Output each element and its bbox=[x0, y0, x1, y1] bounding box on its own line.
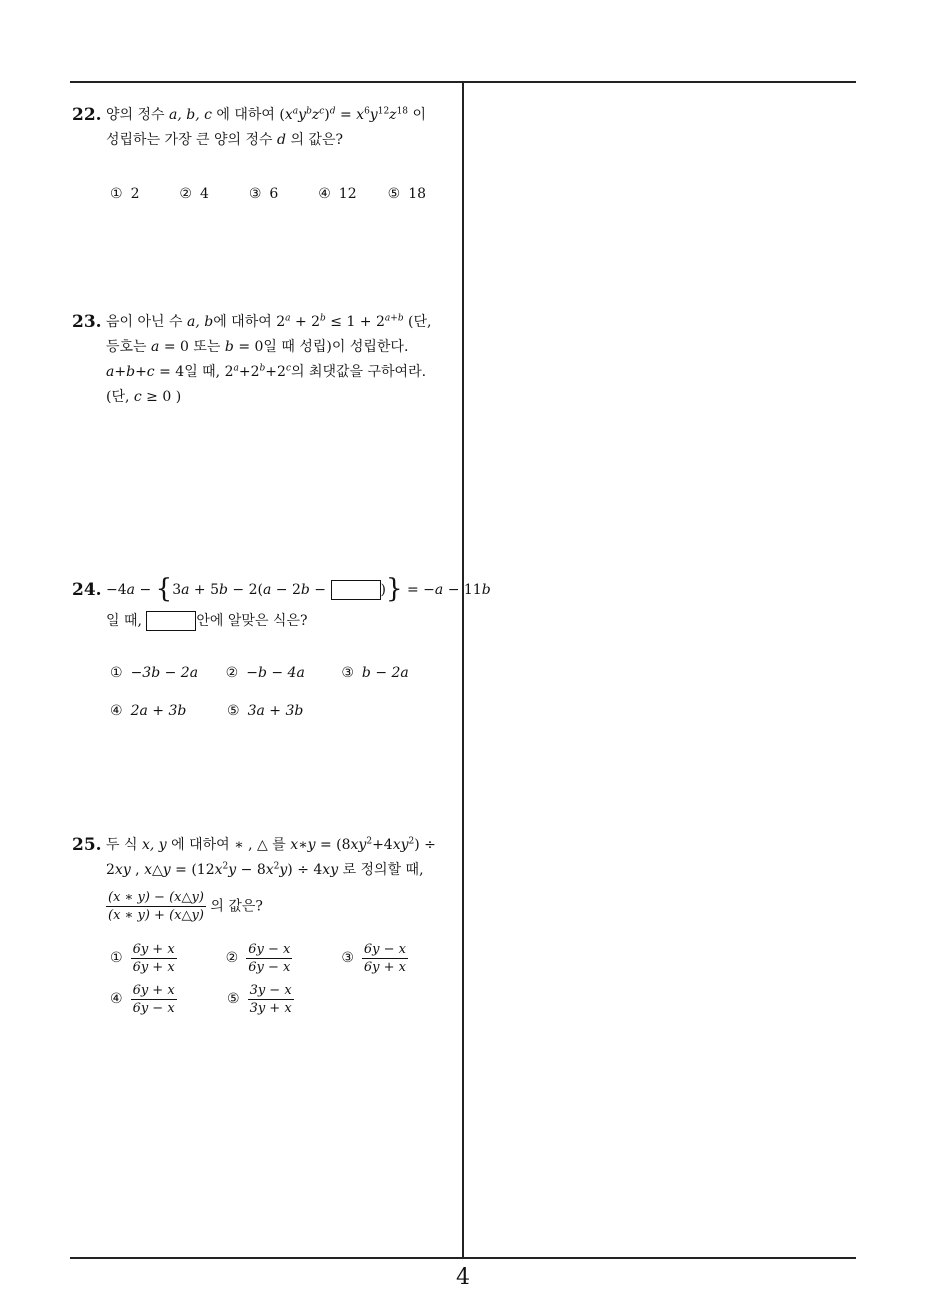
equation: $(x^ay^bz^c)^d = x^6y^{12}z^{18}$ bbox=[279, 106, 409, 123]
choice-1[interactable]: ① $\frac{6y + x}{6y + x}$ bbox=[110, 942, 175, 975]
problem-number: 25. bbox=[72, 835, 102, 855]
problem-line bbox=[106, 574, 491, 604]
choice-1[interactable]: ① 2 bbox=[110, 185, 140, 202]
choice-3[interactable]: ③ $\frac{6y - x}{6y + x}$ bbox=[341, 942, 407, 975]
problem-line: 음이 아닌 수 a, b에 대하여 $2^a + 2^b \le 1 + 2^{a+b}$ (단, bbox=[106, 313, 432, 330]
problem-23 bbox=[72, 310, 457, 410]
problem-line: 일 때, 안에 알맞은 식은? bbox=[106, 613, 308, 629]
choice-3[interactable]: ③ 6 bbox=[248, 185, 279, 202]
problem-line: 양의 정수 a, b, c 에 대하여 $(x^ay^bz^c)^d = x^6y^{12}z^{18}$ 이 bbox=[106, 106, 426, 123]
column-divider bbox=[462, 82, 464, 1257]
inequality: $2^a + 2^b \le 1 + 2^{a+b}$ bbox=[276, 313, 404, 330]
problem-text bbox=[106, 310, 457, 410]
problem-line: 성립하는 가장 큰 양의 정수 d 의 값은? bbox=[106, 132, 343, 148]
problem-line: 등호는 a = 0 또는 b = 0일 때 성립)이 성립한다. bbox=[106, 339, 409, 355]
answer-choices bbox=[110, 654, 457, 730]
fraction: $\frac{(x ∗ y) - (x\triangle y)}{(x ∗ y) + (x\triangle y)}$ bbox=[108, 890, 204, 923]
choice-4[interactable]: ④ 2a + 3b bbox=[110, 702, 187, 719]
problem-number: 23. bbox=[72, 312, 102, 332]
problem-22 bbox=[72, 103, 457, 213]
equation: a = 0 bbox=[151, 339, 189, 355]
problem-line: 두 식 x, y 에 대하여 ∗ , △ 를 x∗y = $(8xy^2+4xy^2)$ ÷ bbox=[106, 836, 436, 853]
problem-line: a+b+c = 4일 때, $2^a+2^b+2^c$의 최댓값을 구하여라. bbox=[106, 363, 427, 380]
problem-text bbox=[106, 574, 491, 634]
equation: −4a − {3a + 5b − 2(a − 2b − )} = −a − 11b bbox=[106, 574, 491, 604]
definition-star: x∗y = $(8xy^2+4xy^2)$ ÷ bbox=[290, 836, 436, 853]
answer-choices bbox=[110, 938, 457, 1020]
choice-3[interactable]: ③ b − 2a bbox=[341, 664, 409, 681]
equation: b = 0 bbox=[224, 339, 264, 355]
problem-25 bbox=[72, 833, 457, 1020]
problem-text bbox=[106, 103, 457, 153]
blank-box bbox=[146, 611, 196, 631]
page-number: 4 bbox=[456, 1265, 470, 1290]
blank-box bbox=[331, 580, 381, 600]
expression: $2^a+2^b+2^c$ bbox=[224, 363, 291, 380]
choice-2[interactable]: ② 4 bbox=[179, 185, 209, 202]
problem-number: 22. bbox=[72, 105, 102, 125]
problem-line: (단, c ≥ 0 ) bbox=[106, 389, 182, 405]
choice-5[interactable]: ⑤ 3a + 3b bbox=[227, 702, 304, 719]
problem-line: 2xy , x△y = $(12x^2y - 8x^2y) \div 4xy$ 로 정의할 때, bbox=[106, 861, 424, 878]
answer-choices bbox=[110, 175, 457, 213]
choice-5[interactable]: ⑤ 18 bbox=[387, 185, 427, 202]
problem-text bbox=[106, 833, 457, 924]
bottom-rule bbox=[70, 1257, 856, 1259]
problem-number: 24. bbox=[72, 580, 102, 600]
choice-5[interactable]: ⑤ $\frac{3y - x}{3y + x}$ bbox=[227, 983, 292, 1016]
choice-4[interactable]: ④ $\frac{6y + x}{6y - x}$ bbox=[110, 983, 175, 1016]
problem-line: $\frac{(x ∗ y) - (x\triangle y)}{(x ∗ y) + (x\triangle y)}$ 의 값은? bbox=[108, 890, 263, 923]
choice-4[interactable]: ④ 12 bbox=[318, 185, 357, 202]
condition: c ≥ 0 bbox=[133, 389, 172, 405]
choice-1[interactable]: ① −3b − 2a bbox=[110, 664, 199, 681]
problem-24 bbox=[72, 574, 491, 730]
choice-2[interactable]: ② $\frac{6y - x}{6y - x}$ bbox=[225, 942, 291, 975]
choice-2[interactable]: ② −b − 4a bbox=[225, 664, 305, 681]
definition-triangle: 2xy , x△y = $(12x^2y - 8x^2y) \div 4xy$ bbox=[106, 861, 339, 878]
equation: a+b+c = 4 bbox=[106, 364, 185, 380]
